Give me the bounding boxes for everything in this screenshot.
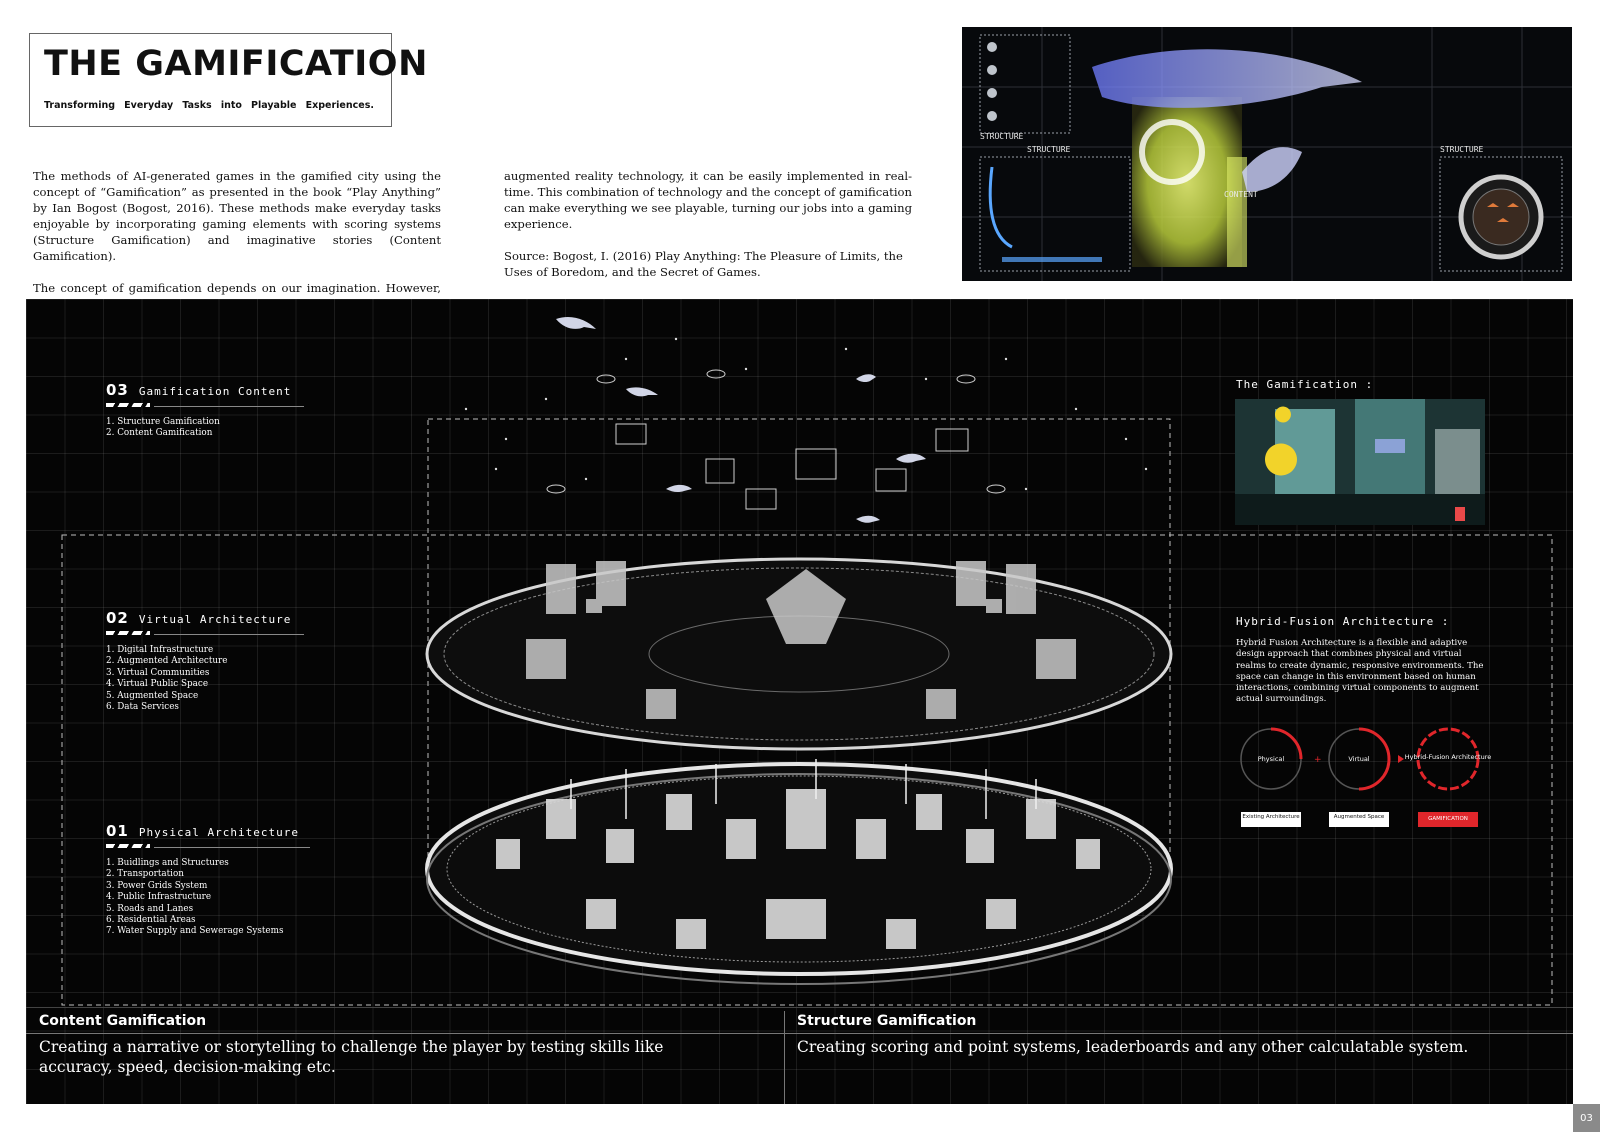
virtual-architecture-ring — [427, 559, 1171, 749]
list-item: 5. Augmented Space — [106, 690, 199, 701]
layer-list — [106, 645, 326, 713]
ring-physical — [1241, 729, 1301, 789]
layer-number: 02 — [106, 609, 129, 627]
layer-heading — [106, 822, 336, 840]
hero-render-image — [962, 27, 1572, 281]
hybrid-description: Hybrid Fusion Architecture is a flexible and adaptive design approach that combines physical and virtual realms to create dynamic, responsive environments. The space can change in this environment based on human interactions, combining virtual components to augment actual surroundings. — [1236, 638, 1484, 705]
list-item: 2. Augmented Architecture — [106, 656, 228, 667]
ring-label: Virtual — [1348, 755, 1370, 763]
list-item: 6. Data Services — [106, 702, 179, 713]
divider — [26, 1033, 1573, 1034]
list-item: 7. Water Supply and Sewerage Systems — [106, 926, 284, 937]
subtitle-word: Transforming — [44, 100, 116, 111]
subtitle-word: Playable — [251, 100, 297, 111]
structure-gamification-heading: Structure Gamification — [797, 1013, 977, 1029]
layer-03-block — [106, 381, 326, 440]
layer-01-block — [106, 822, 336, 938]
layer-list — [106, 858, 336, 938]
list-item: 1. Structure Gamification — [106, 417, 220, 427]
ring-label: Physical — [1257, 755, 1285, 763]
layer-underline — [106, 631, 326, 635]
list-item: 3. Virtual Communities — [106, 667, 210, 678]
list-item: 3. Power Grids System — [106, 880, 208, 891]
page-subtitle — [44, 100, 374, 111]
subtitle-word: Experiences. — [305, 100, 374, 111]
subtitle-word: Everyday — [124, 100, 174, 111]
intro-column-left — [33, 168, 441, 312]
list-item: 5. Roads and Lanes — [106, 903, 194, 914]
intro-paragraph-2: The concept of gamification depends on our imagination. However, — [33, 281, 441, 295]
tag-gamification: GAMIFICATION — [1418, 812, 1478, 827]
structure-gamification-text: Creating scoring and point systems, leaderboards and any other calculatable system. — [797, 1038, 1469, 1056]
hero-illustration — [962, 27, 1572, 281]
tag-existing-architecture: Existing Architecture — [1241, 812, 1301, 827]
content-layer-dots — [465, 338, 1147, 490]
source-citation: Source: Bogost, I. (2016) Play Anything: The Pleasure of Limits, the Uses of Boredom, and the Secret of Games. — [504, 249, 903, 279]
hero-label-structure: STRUCTURE — [1027, 145, 1071, 154]
tag-augmented-space: Augmented Space — [1329, 812, 1389, 827]
whale-icons — [556, 317, 926, 523]
page-number: 03 — [1573, 1104, 1600, 1132]
layer-list — [106, 417, 326, 440]
content-gamification-text: Creating a narrative or storytelling to challenge the player by testing skills like accuracy, speed, decision-making etc. — [39, 1038, 664, 1076]
layer-title: Physical Architecture — [138, 826, 299, 839]
subtitle-word: into — [220, 100, 242, 111]
list-item: 1. Digital Infrastructure — [106, 645, 214, 655]
intro-paragraph-1: The methods of AI-generated games in the gamified city using the concept of “Gamification” as presented in the book “Play Anything” by Ian Bogost (Bogost, 2016). These methods make everyday tasks enjoyable by incorporating gaming elements with scoring systems (Structure Gamification) and imaginative stories (Content Gamification). — [33, 169, 441, 263]
diagram-panel — [26, 299, 1573, 1104]
list-item: 6. Residential Areas — [106, 915, 196, 926]
layer-title: Virtual Architecture — [138, 613, 292, 626]
gamification-heading: The Gamification : — [1236, 378, 1374, 391]
ring-label: Hybrid-Fusion Architecture — [1404, 753, 1492, 761]
page-title: THE GAMIFICATION — [44, 44, 428, 84]
list-item: 2. Transportation — [106, 869, 184, 880]
divider — [784, 1011, 785, 1104]
intro-paragraph-3: augmented reality technology, it can be easily implemented in real-time. This combination of technology and the concept of gamification can make everything we see playable, turning our jobs into a gaming experience. — [504, 169, 913, 231]
layer-underline — [106, 403, 326, 407]
physical-architecture-ring — [427, 759, 1171, 984]
ring-hybrid — [1405, 729, 1491, 789]
fusion-diagram — [1226, 719, 1496, 819]
layer-number: 03 — [106, 381, 129, 399]
plus-icon: + — [1314, 755, 1322, 765]
list-item: 1. Buidlings and Structures — [106, 858, 229, 868]
hybrid-heading: Hybrid-Fusion Architecture : — [1236, 615, 1450, 628]
list-item: 4. Public Infrastructure — [106, 892, 212, 903]
arrow-icon — [1398, 755, 1404, 763]
intro-column-right — [504, 168, 912, 280]
content-layer-buildings — [547, 370, 1005, 509]
gamification-preview-image — [1235, 399, 1485, 525]
layer-heading — [106, 381, 326, 399]
content-gamification-heading: Content Gamification — [39, 1013, 207, 1029]
list-item: 2. Content Gamification — [106, 428, 213, 439]
layer-number: 01 — [106, 822, 129, 840]
subtitle-word: Tasks — [182, 100, 212, 111]
list-item: 4. Virtual Public Space — [106, 679, 209, 690]
layer-02-block — [106, 609, 326, 713]
ring-virtual — [1329, 729, 1389, 789]
layer-underline — [106, 844, 336, 848]
title-box — [29, 33, 428, 127]
layer-heading — [106, 609, 326, 627]
hero-label-structure: STRUCTURE — [980, 132, 1024, 141]
layer-title: Gamification Content — [138, 385, 292, 398]
hero-label-content: CONTENT — [1224, 190, 1258, 199]
divider — [26, 1007, 1573, 1008]
hero-label-structure: STRUCTURE — [1440, 145, 1484, 154]
